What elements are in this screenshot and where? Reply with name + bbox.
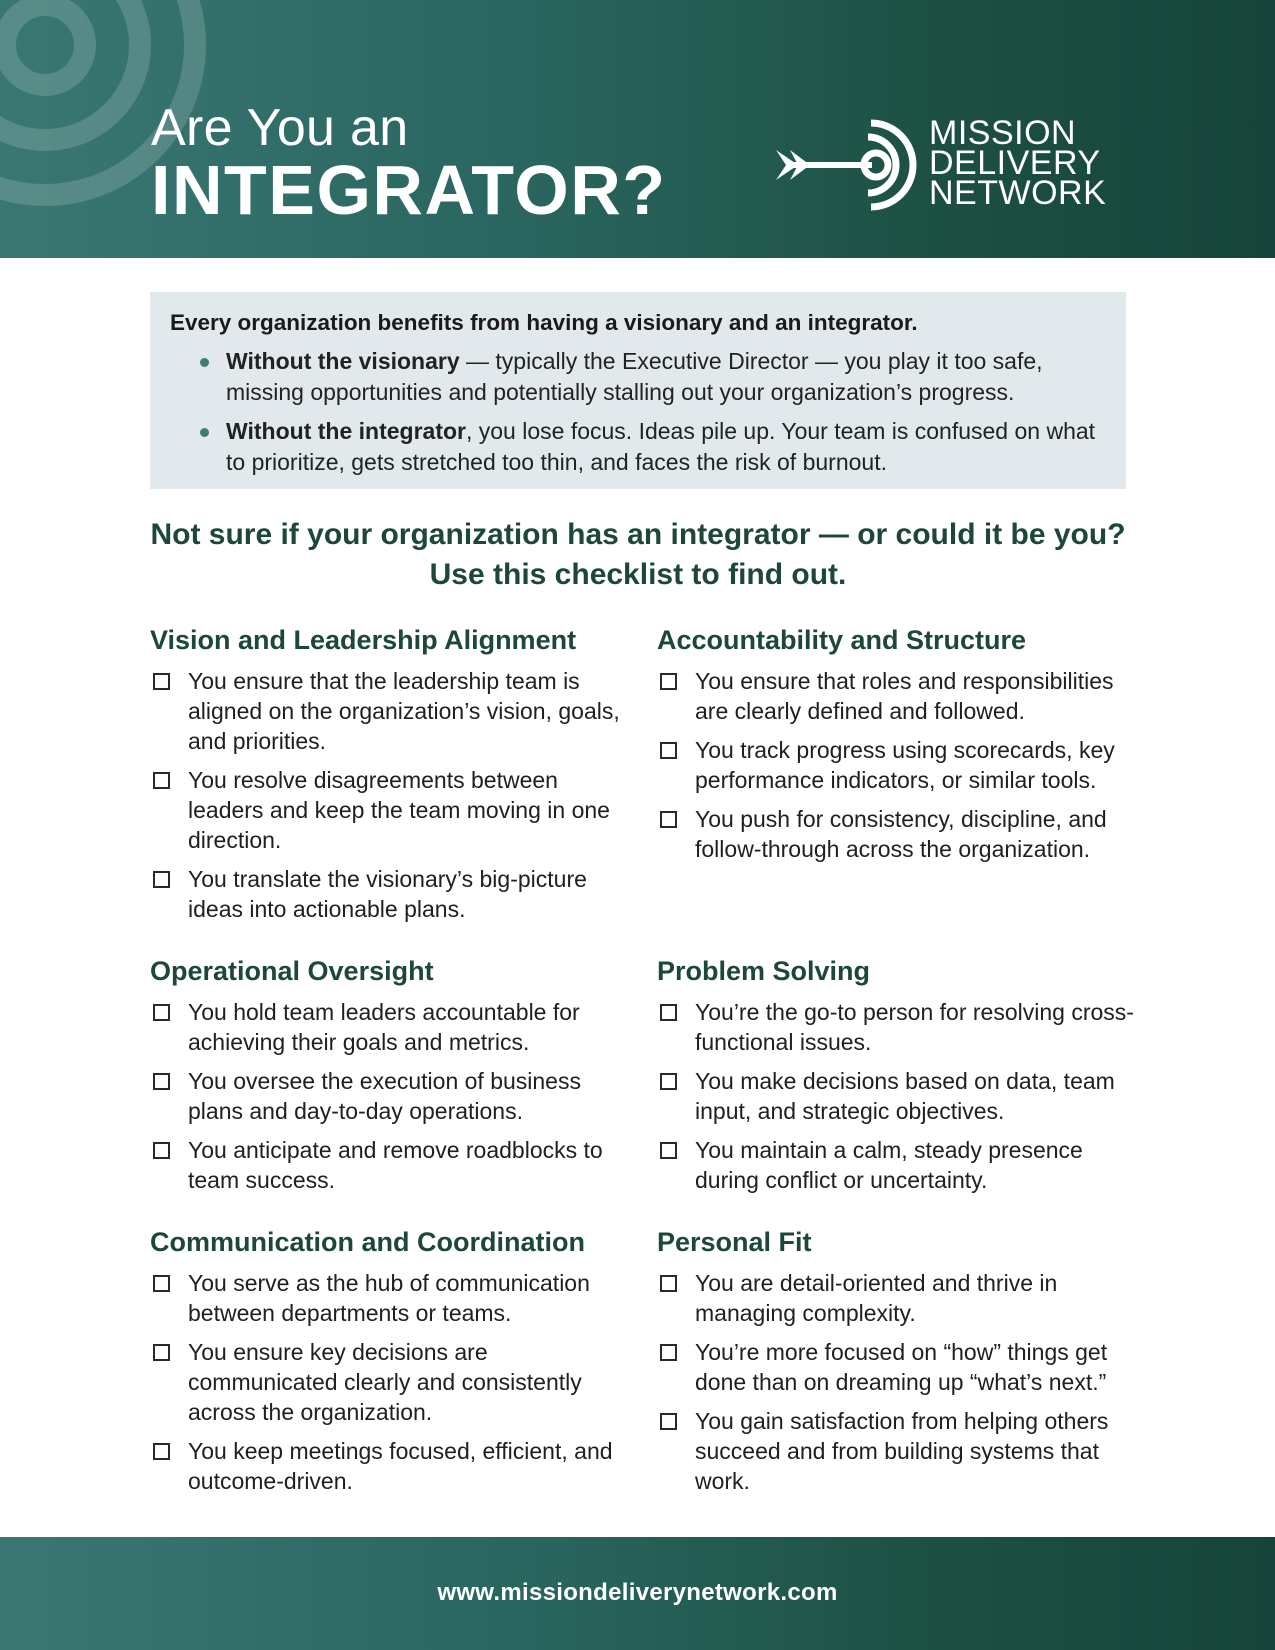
- section-title: Accountability and Structure: [657, 625, 1027, 655]
- checklist: [657, 666, 1137, 864]
- checklist-item: [657, 1268, 1137, 1328]
- checklist-item-text: You keep meetings focused, efficient, and outcome-driven.: [188, 1438, 613, 1494]
- section-title: Problem Solving: [657, 956, 871, 986]
- checklist-item: [150, 864, 630, 924]
- section-operational: [150, 956, 630, 1204]
- intro-bullet: [170, 416, 1106, 478]
- section-title: Operational Oversight: [150, 956, 434, 986]
- checklist-item-text: You’re more focused on “how” things get done than on dreaming up “what’s next.”: [695, 1339, 1108, 1395]
- bullet-dot-icon: [200, 358, 209, 367]
- checkbox[interactable]: [153, 1275, 170, 1292]
- checklist-item: [150, 1337, 630, 1427]
- checklist: [657, 1268, 1137, 1496]
- checklist-item: [657, 997, 1137, 1057]
- section-title: Communication and Coordination: [150, 1227, 585, 1257]
- checkbox[interactable]: [660, 1073, 677, 1090]
- checklist-item: [150, 666, 630, 756]
- checkbox[interactable]: [153, 1443, 170, 1460]
- checklist-item-text: You push for consistency, discipline, and follow-through across the organization.: [695, 806, 1107, 862]
- checklist-item-text: You hold team leaders accountable for achieving their goals and metrics.: [188, 999, 580, 1055]
- section-title: Vision and Leadership Alignment: [150, 625, 577, 655]
- intro-box: [150, 292, 1126, 489]
- checkbox[interactable]: [153, 673, 170, 690]
- checkbox[interactable]: [660, 811, 677, 828]
- checklist-question: [150, 515, 1126, 595]
- checkbox[interactable]: [660, 1344, 677, 1361]
- section-title: Personal Fit: [657, 1227, 812, 1257]
- checkbox[interactable]: [153, 871, 170, 888]
- logo-line-2: DELIVERY: [929, 144, 1101, 182]
- intro-bullet: [170, 346, 1106, 408]
- checkbox[interactable]: [660, 1413, 677, 1430]
- checklist-item-text: You serve as the hub of communication between departments or teams.: [188, 1270, 590, 1326]
- checkbox[interactable]: [660, 1004, 677, 1021]
- section-problem-solving: [657, 956, 1137, 1204]
- intro-bullet-text: — typically the Executive Director — you play it too safe, missing opportunities and potentially stalling out your organization’s progress.: [226, 348, 1043, 405]
- checkbox[interactable]: [153, 1344, 170, 1361]
- footer-website-link[interactable]: www.missiondeliverynetwork.com: [437, 1579, 838, 1606]
- checklist-item-text: You maintain a calm, steady presence during conflict or uncertainty.: [695, 1137, 1083, 1193]
- mission-delivery-network-logo: [776, 110, 1136, 220]
- checkbox[interactable]: [153, 1073, 170, 1090]
- checklist-item: [150, 1066, 630, 1126]
- checklist-item: [657, 1066, 1137, 1126]
- checkbox[interactable]: [153, 1142, 170, 1159]
- checklist-item: [657, 1337, 1137, 1397]
- checklist-item: [657, 1406, 1137, 1496]
- checkbox[interactable]: [660, 673, 677, 690]
- checklist: [150, 666, 630, 924]
- checklist: [657, 997, 1137, 1195]
- checkbox[interactable]: [660, 742, 677, 759]
- intro-lead: Every organization benefits from having a visionary and an integrator.: [170, 310, 918, 335]
- checklist-item-text: You ensure that the leadership team is aligned on the organization’s vision, goals, and priorities.: [188, 668, 620, 754]
- checklist-item-text: You anticipate and remove roadblocks to team success.: [188, 1137, 603, 1193]
- checklist-item: [150, 1436, 630, 1496]
- checklist-item-text: You ensure key decisions are communicated clearly and consistently across the organization.: [188, 1339, 582, 1425]
- logo-line-3: NETWORK: [929, 174, 1107, 212]
- checklist-item-text: You gain satisfaction from helping others succeed and from building systems that work.: [695, 1408, 1109, 1494]
- checkbox[interactable]: [153, 1004, 170, 1021]
- checklist-item: [150, 997, 630, 1057]
- arrow-target-icon: [776, 110, 926, 220]
- logo-wordmark: [929, 114, 1107, 212]
- checklist-item-text: You are detail-oriented and thrive in managing complexity.: [695, 1270, 1058, 1326]
- checklist-item-text: You’re the go-to person for resolving cross-functional issues.: [695, 999, 1134, 1055]
- header-banner: [0, 0, 1275, 258]
- intro-bullet-list: [170, 346, 1106, 478]
- checklist: [150, 1268, 630, 1496]
- checklist-item-text: You resolve disagreements between leaders and keep the team moving in one direction.: [188, 767, 610, 853]
- bullet-dot-icon: [200, 428, 209, 437]
- checkbox[interactable]: [660, 1142, 677, 1159]
- title-main: INTEGRATOR?: [151, 151, 667, 229]
- footer-banner: [0, 1537, 1275, 1650]
- section-accountability: [657, 625, 1137, 873]
- section-personal-fit: [657, 1227, 1137, 1505]
- intro-bullet-text: , you lose focus. Ideas pile up. Your team is confused on what to prioritize, gets stretched too thin, and faces the risk of burnout.: [226, 418, 1096, 475]
- question-line-2: Use this checklist to find out.: [429, 558, 847, 591]
- section-communication: [150, 1227, 630, 1505]
- checklist-item-text: You track progress using scorecards, key performance indicators, or similar tools.: [695, 737, 1115, 793]
- checklist-item: [657, 804, 1137, 864]
- intro-bullet-bold: Without the visionary: [226, 348, 460, 374]
- checklist-item: [150, 1268, 630, 1328]
- intro-bullet-bold: Without the integrator: [226, 418, 466, 444]
- logo-line-1: MISSION: [929, 114, 1077, 152]
- question-line-1: Not sure if your organization has an integrator — or could it be you?: [150, 518, 1126, 551]
- title-prefix: Are You an: [151, 99, 409, 157]
- checklist-item: [657, 666, 1137, 726]
- checkbox[interactable]: [660, 1275, 677, 1292]
- checklist: [150, 997, 630, 1195]
- checklist-item: [657, 1135, 1137, 1195]
- section-vision: [150, 625, 630, 933]
- checklist-item-text: You ensure that roles and responsibilities are clearly defined and followed.: [695, 668, 1114, 724]
- checklist-item: [150, 765, 630, 855]
- checklist-item: [150, 1135, 630, 1195]
- checklist-item-text: You translate the visionary’s big-picture ideas into actionable plans.: [188, 866, 587, 922]
- checkbox[interactable]: [153, 772, 170, 789]
- checklist-item: [657, 735, 1137, 795]
- checklist-item-text: You oversee the execution of business plans and day-to-day operations.: [188, 1068, 581, 1124]
- checklist-item-text: You make decisions based on data, team input, and strategic objectives.: [695, 1068, 1115, 1124]
